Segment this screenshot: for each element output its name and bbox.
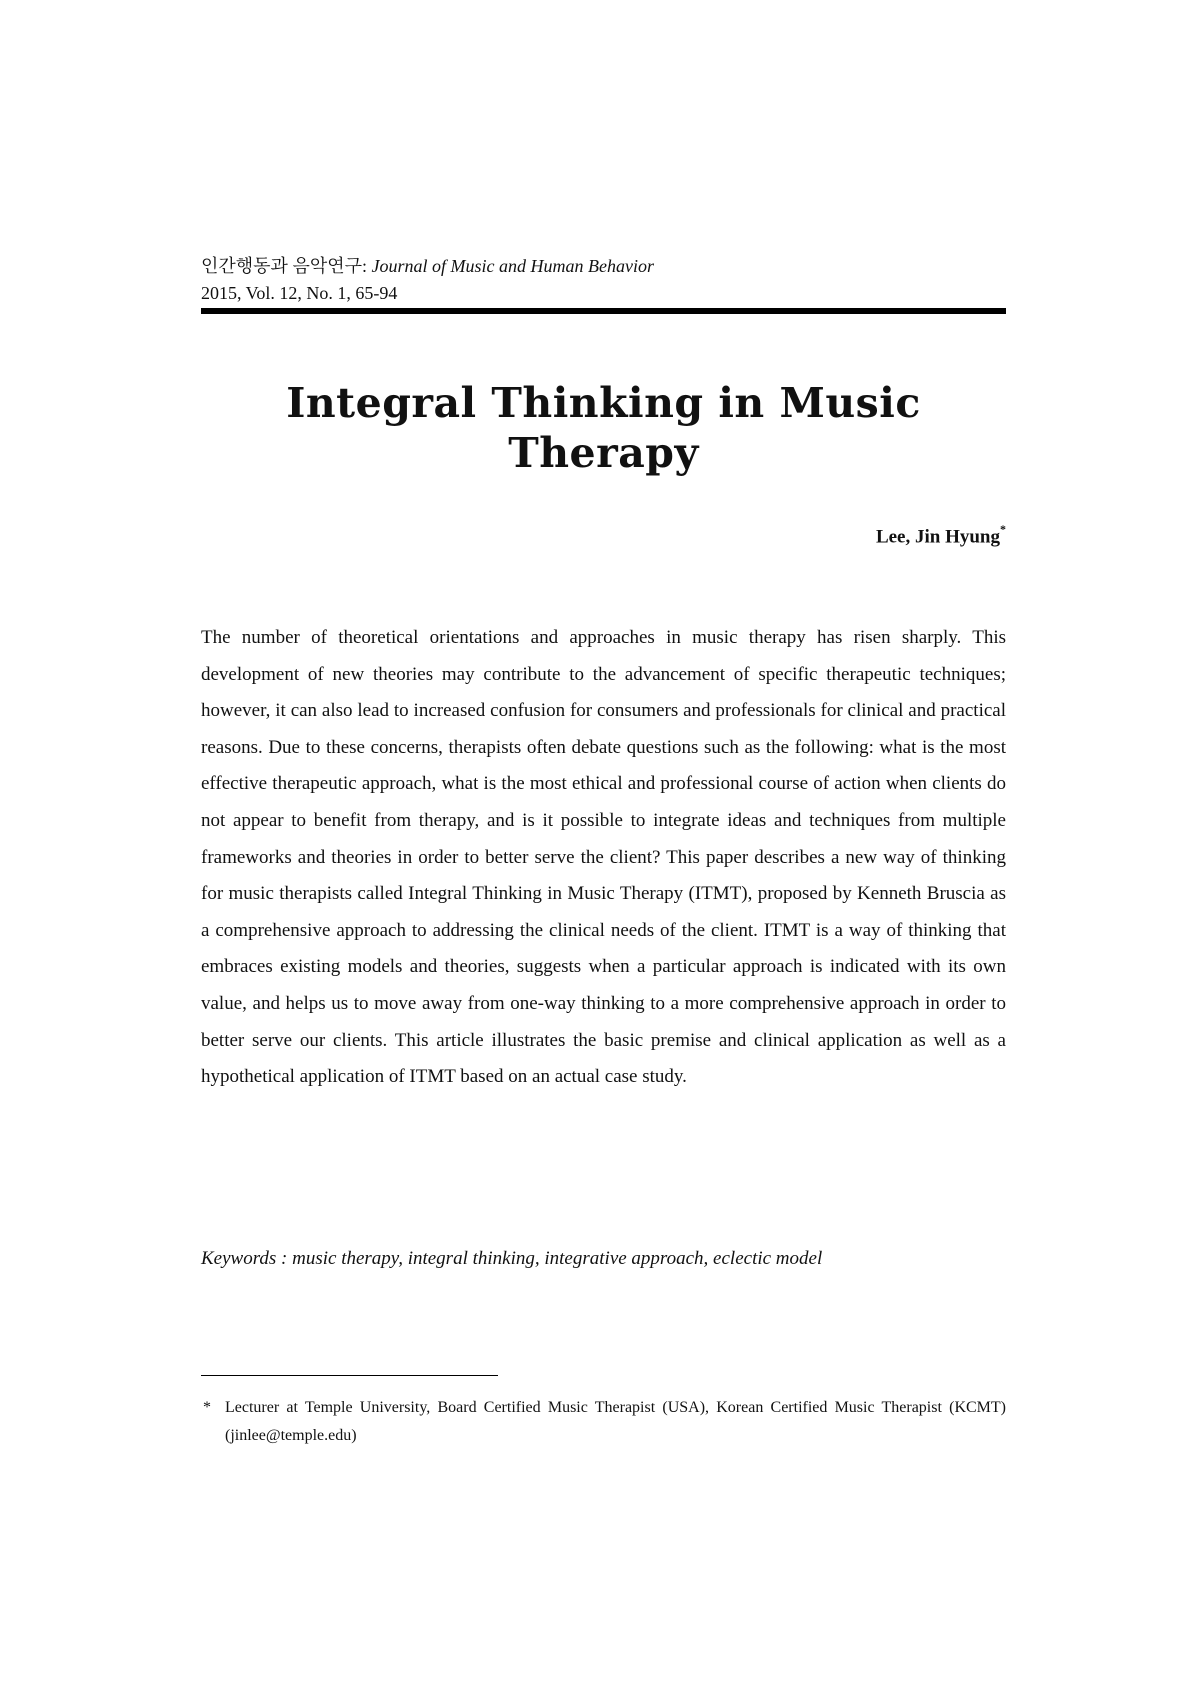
- journal-citation: 2015, Vol. 12, No. 1, 65-94: [201, 283, 398, 303]
- keywords: Keywords : music therapy, integral thinking, integrative approach, eclectic model: [201, 1248, 823, 1269]
- footnote-text: Lecturer at Temple University, Board Certified Music Therapist (USA), Korean Certified Music Therapist (KCMT) (jinlee@temple.edu): [225, 1399, 1006, 1444]
- paper-title: Integral Thinking in Music Therapy: [286, 379, 921, 477]
- author-footnote-marker: *: [1000, 522, 1006, 536]
- journal-korean-name: 인간행동과 음악연구:: [201, 256, 367, 276]
- author-line: [876, 518, 1006, 550]
- footnote-marker: *: [203, 1399, 211, 1416]
- abstract: The number of theoretical orientations and approaches in music therapy has risen sharply. This development of new theories may contribute to the advancement of specific therapeutic techniques; however, it can also lead to increased confusion for consumers and professionals for clinical and practical reasons. Due to these concerns, therapists often debate questions such as the following: what is the most effective therapeutic approach, what is the most ethical and professional course of action when clients do not appear to benefit from therapy, and is it possible to integrate ideas and techniques from multiple frameworks and theories in order to better serve the client? This paper describes a new way of thinking for music therapists called Integral Thinking in Music Therapy (ITMT), proposed by Kenneth Bruscia as a comprehensive approach to addressing the clinical needs of the client. ITMT is a way of thinking that embraces existing models and theories, suggests when a particular approach is indicated with its own value, and helps us to move away from one-way thinking to a more comprehensive approach in order to better serve our clients. This article illustrates the basic premise and clinical application as well as a hypothetical application of ITMT based on an actual case study.: [201, 627, 1006, 1088]
- journal-title-line: [201, 253, 1006, 280]
- header-rule: [201, 308, 1006, 314]
- journal-header: [201, 253, 1006, 307]
- author-name: Lee, Jin Hyung: [875, 526, 1000, 548]
- journal-english-name: Journal of Music and Human Behavior: [371, 256, 654, 276]
- author-footnote: [203, 1394, 1006, 1450]
- footnote-rule: [201, 1375, 498, 1376]
